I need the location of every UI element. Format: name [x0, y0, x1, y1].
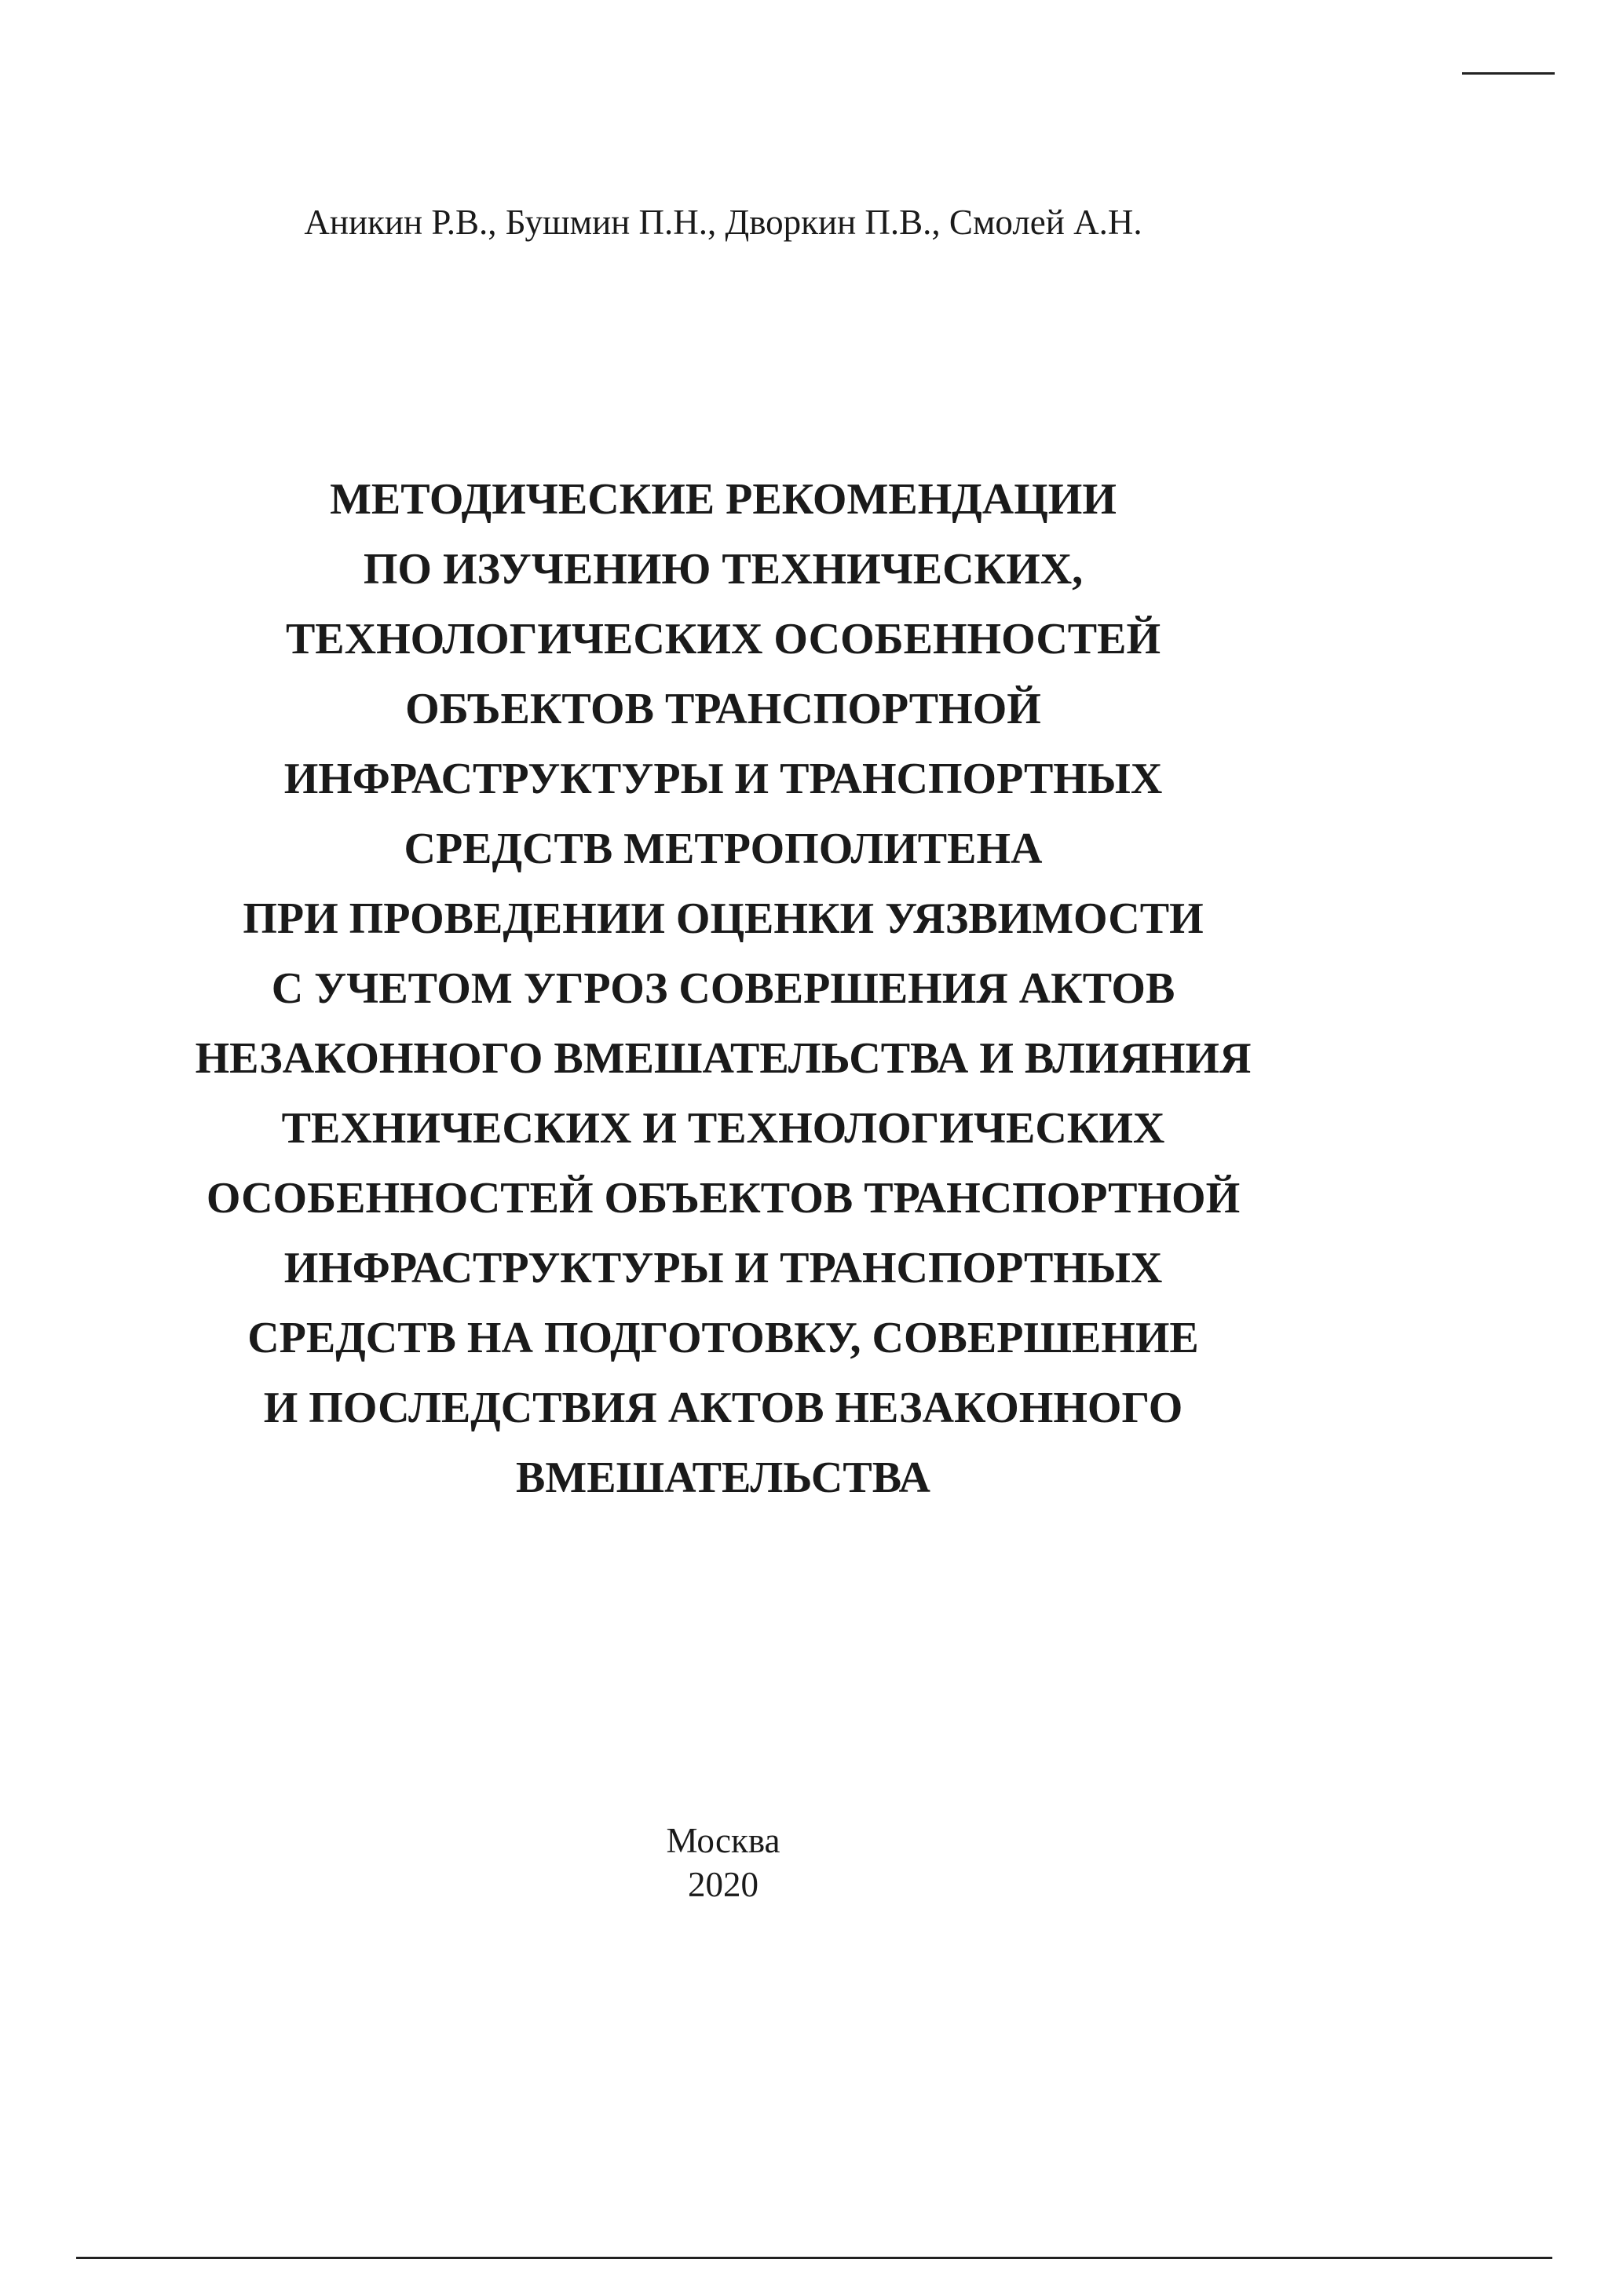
title-line: И ПОСЛЕДСТВИЯ АКТОВ НЕЗАКОННОГО	[263, 1384, 1183, 1432]
title-line: С УЧЕТОМ УГРОЗ СОВЕРШЕНИЯ АКТОВ	[271, 964, 1175, 1013]
title-line: ПРИ ПРОВЕДЕНИИ ОЦЕНКИ УЯЗВИМОСТИ	[243, 894, 1204, 943]
title-line: ИНФРАСТРУКТУРЫ И ТРАНСПОРТНЫХ	[283, 1244, 1163, 1292]
title-line: ОБЪЕКТОВ ТРАНСПОРТНОЙ	[405, 685, 1041, 733]
imprint-year: 2020	[688, 1865, 758, 1904]
title-line: ПО ИЗУЧЕНИЮ ТЕХНИЧЕСКИХ,	[363, 545, 1084, 594]
title-line: ТЕХНОЛОГИЧЕСКИХ ОСОБЕННОСТЕЙ	[285, 615, 1161, 664]
top-right-rule	[1462, 72, 1555, 75]
title-line: ОСОБЕННОСТЕЙ ОБЪЕКТОВ ТРАНСПОРТНОЙ	[206, 1174, 1241, 1223]
imprint	[0, 1819, 1446, 1907]
document-title	[0, 465, 1446, 1513]
title-line: МЕТОДИЧЕСКИЕ РЕКОМЕНДАЦИИ	[330, 475, 1117, 524]
title-line: СРЕДСТВ МЕТРОПОЛИТЕНА	[404, 824, 1043, 873]
title-line: НЕЗАКОННОГО ВМЕШАТЕЛЬСТВА И ВЛИЯНИЯ	[195, 1034, 1252, 1083]
title-line: ИНФРАСТРУКТУРЫ И ТРАНСПОРТНЫХ	[283, 755, 1163, 803]
authors-line: Аникин Р.В., Бушмин П.Н., Дворкин П.В., Смолей А.Н.	[304, 203, 1142, 242]
imprint-city: Москва	[666, 1821, 780, 1860]
bottom-rule	[76, 2257, 1552, 2259]
title-line: ТЕХНИЧЕСКИХ И ТЕХНОЛОГИЧЕСКИХ	[281, 1104, 1165, 1153]
title-line: ВМЕШАТЕЛЬСТВА	[516, 1453, 930, 1502]
title-line: СРЕДСТВ НА ПОДГОТОВКУ, СОВЕРШЕНИЕ	[247, 1314, 1199, 1362]
